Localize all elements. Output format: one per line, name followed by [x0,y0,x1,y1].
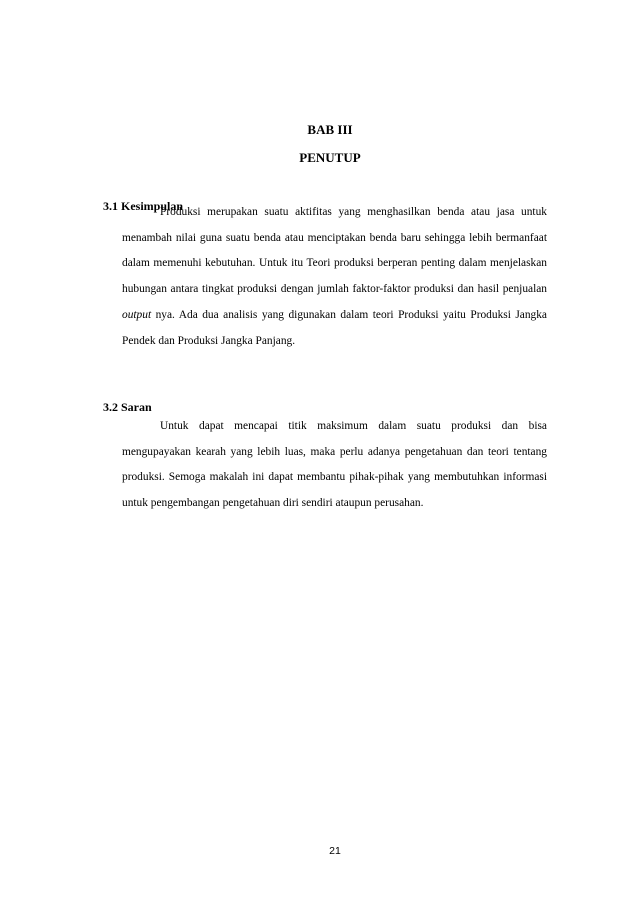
chapter-title: PENUTUP [299,150,361,165]
section-heading-saran: 3.2 Saran [103,400,152,414]
page-number: 21 [329,845,341,857]
section-paragraph-kesimpulan [122,200,547,354]
paragraph-text: nya. Ada dua analisis yang digunakan dalam teori Produksi yaitu Produksi Jangka Pendek dan Produksi Jangka Panjang. [122,308,547,347]
italic-term: output [122,308,152,321]
paragraph-text: Produksi merupakan suatu aktifitas yang menghasilkan benda atau jasa untuk menambah nilai guna suatu benda atau menciptakan benda baru sehingga lebih bermanfaat dalam memenuhi kebutuhan. Untuk itu Teori produksi berperan penting dalam menjelaskan hubungan antara tingkat produksi dengan jumlah faktor-faktor produksi dan hasil penjualan [122,206,547,296]
chapter-number: BAB III [307,122,353,137]
section-heading-kesimpulan: 3.1 Kesimpulan [103,199,184,213]
section-paragraph-saran: Untuk dapat mencapai titik maksimum dalam suatu produksi dan bisa mengupayakan kearah yang lebih luas, maka perlu adanya pengetahuan dan teori tentang produksi. Semoga makalah ini dapat membantu pihak-pihak yang membutuhkan informasi untuk pengembangan pengetahuan diri sendiri ataupun perusahan. [122,420,547,510]
